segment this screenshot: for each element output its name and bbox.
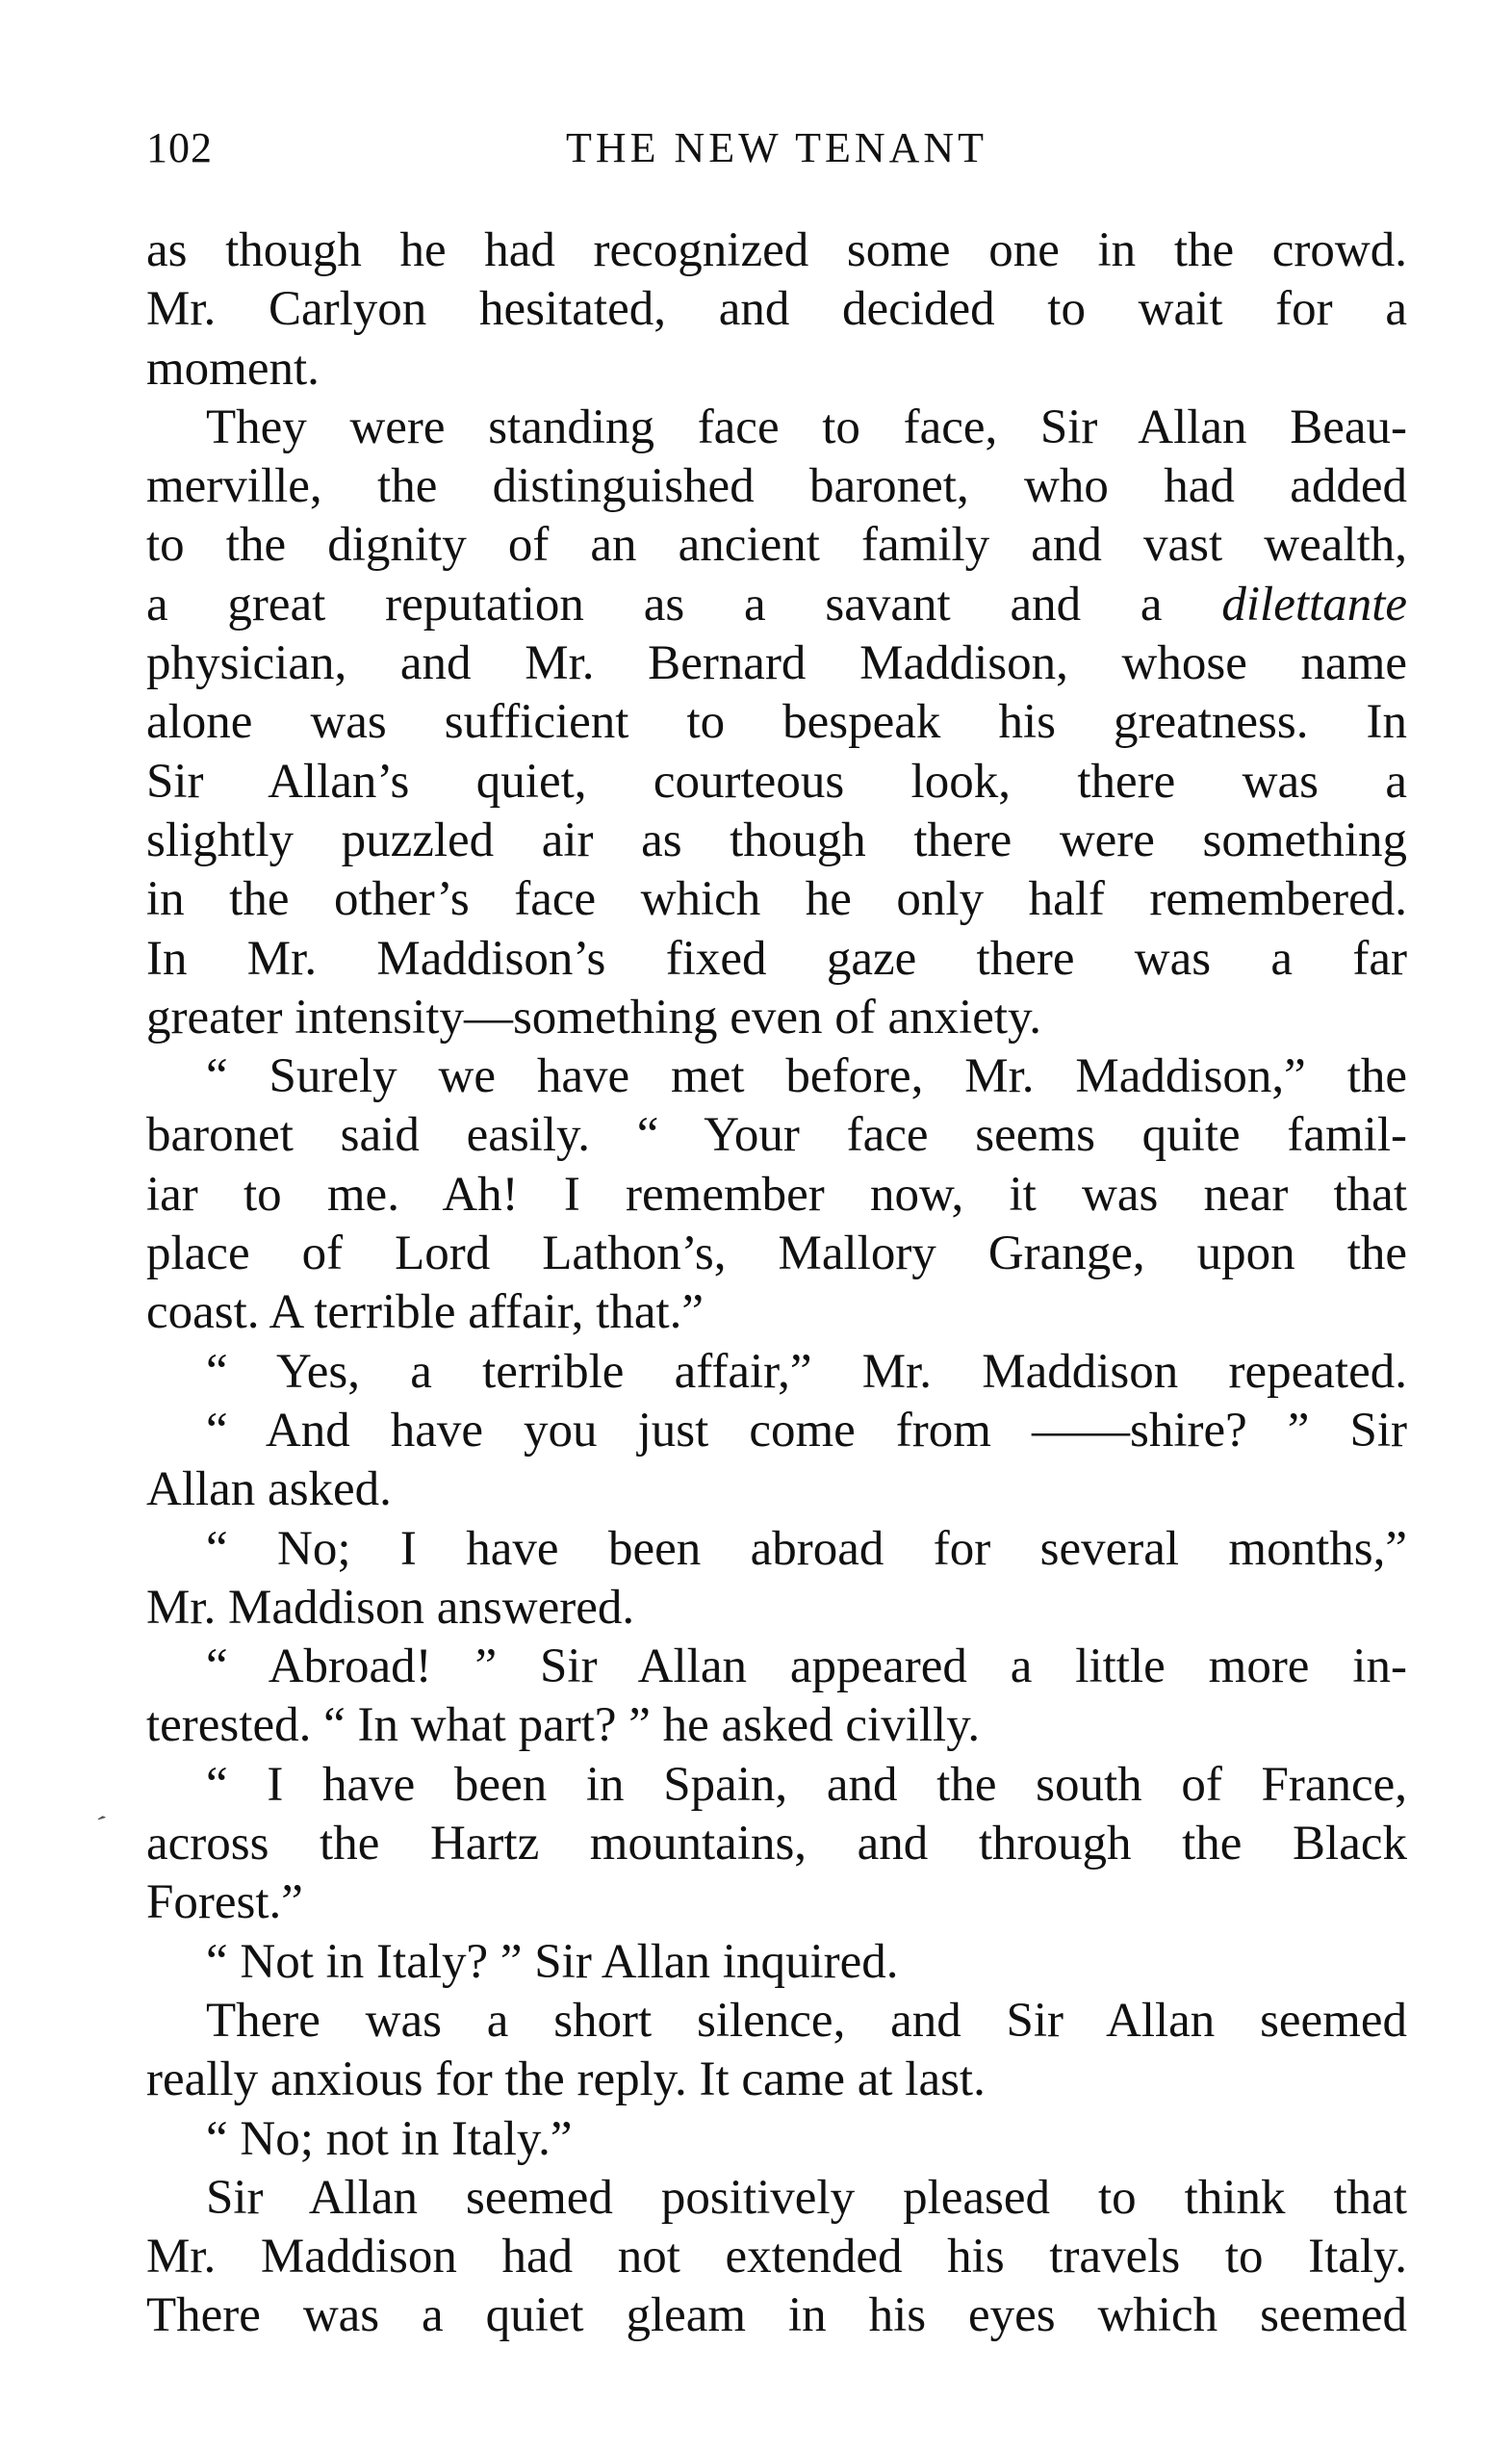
text-line: “ No; I have been abroad for several months,” [206,1521,1407,1576]
text-line: “ Yes, a terrible affair,” Mr. Maddison repeated. [206,1344,1407,1399]
text-line-start: a great reputation as a savant and a [146,577,1163,632]
text-line: really anxious for the reply. It came at last. [146,2052,986,2107]
text-line: There was a quiet gleam in his eyes which seemed [146,2288,1407,2343]
body-text [146,221,1407,2346]
text-line: coast. A terrible affair, that.” [146,1285,705,1340]
text-line: iar to me. Ah! I remember now, it was near that [146,1167,1407,1222]
text-line: baronet said easily. “ Your face seems quite famil- [146,1108,1407,1163]
text-line: in the other’s face which he only half remembered. [146,872,1407,927]
text-line: “ I have been in Spain, and the south of France, [206,1757,1407,1812]
text-line: greater intensity—something even of anxiety. [146,990,1042,1045]
page-number: 102 [146,124,213,171]
text-line [146,576,1407,634]
text-line: “ And have you just come from ——shire? ” Sir [206,1403,1407,1458]
text-line: merville, the distinguished baronet, who had added [146,459,1407,514]
text-line: Forest.” [146,1875,303,1930]
text-line: Allan asked. [146,1462,392,1517]
italic-word: dilettante [1221,577,1407,632]
running-title: THE NEW TENANT [565,124,988,171]
text-line: Sir Allan’s quiet, courteous look, there was a [146,754,1407,809]
text-line: They were standing face to face, Sir Allan Beau- [206,400,1407,454]
text-line: “ Surely we have met before, Mr. Maddison,” the [206,1049,1407,1104]
text-line: Sir Allan seemed positively pleased to think that [206,2170,1407,2225]
page-header [146,123,1407,181]
text-line: Mr. Maddison had not extended his travels to Italy. [146,2230,1407,2284]
text-line: In Mr. Maddison’s fixed gaze there was a far [146,931,1407,986]
text-line: slightly puzzled air as though there were something [146,813,1407,867]
text-line: as though he had recognized some one in the crowd. [146,223,1407,277]
text-line: “ Abroad! ” Sir Allan appeared a little more in- [206,1639,1407,1694]
text-line: Mr. Carlyon hesitated, and decided to wait for a [146,282,1407,337]
text-line: Mr. Maddison answered. [146,1580,635,1635]
text-line: terested. “ In what part? ” he asked civilly. [146,1698,981,1753]
text-line: “ No; not in Italy.” [206,2111,573,2166]
text-line: place of Lord Lathon’s, Mallory Grange, upon the [146,1226,1407,1281]
text-line: across the Hartz mountains, and through the Black [146,1817,1407,1871]
text-line: moment. [146,341,320,396]
text-line: to the dignity of an ancient family and vast wealth, [146,518,1407,573]
text-line: “ Not in Italy? ” Sir Allan inquired. [206,1934,899,1989]
text-line: There was a short silence, and Sir Allan seemed [206,1993,1407,2048]
text-line: physician, and Mr. Bernard Maddison, whose name [146,636,1407,691]
margin-tick-mark: ˊ [87,1809,110,1846]
text-line: alone was sufficient to bespeak his greatness. In [146,695,1407,750]
